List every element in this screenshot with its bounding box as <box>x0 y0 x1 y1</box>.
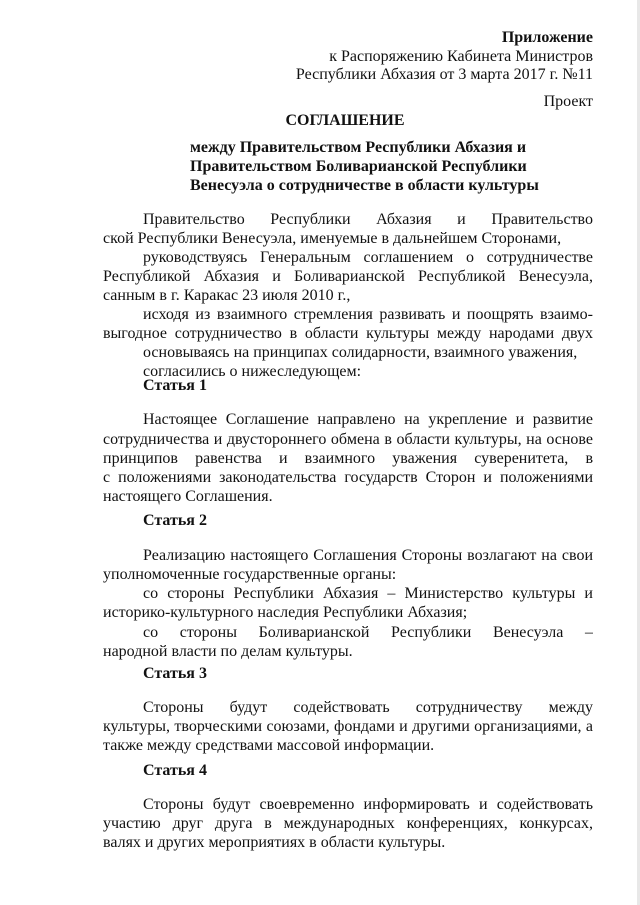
preamble-line: ской Республики Венесуэла, именуемые в дальнейшем Сторонами, <box>103 230 562 247</box>
article-2-line: уполномоченные государственные органы: <box>103 566 397 583</box>
preamble-line: Республикой Абхазия и Боливарианской Республикой Венесуэла, <box>103 268 593 285</box>
article-4-heading: Статья 4 <box>143 762 207 779</box>
article-2-line: со стороны Боливарианской Республики Венесуэла – <box>143 624 593 641</box>
article-2-heading: Статья 2 <box>143 512 207 529</box>
article-1-line: с положениями законодательства государств Сторон и положениями <box>103 469 593 486</box>
article-2-line: народной власти по делам культуры. <box>103 643 353 660</box>
preamble-line: исходя из взаимного стремления развивать и поощрять взаимо- <box>143 306 593 323</box>
article-4-line: участию друг друга в международных конференциях, конкурсах, <box>103 815 593 832</box>
appendix-reference-line1: к Распоряжению Кабинета Министров <box>329 48 593 65</box>
draft-label: Проект <box>543 93 593 110</box>
document-subtitle-line: Правительством Боливарианской Республики <box>190 158 527 175</box>
article-1-line: принципов равенства и взаимного уважения суверенитета, в <box>103 450 593 467</box>
appendix-reference-line2: Республики Абхазия от 3 марта 2017 г. №11 <box>295 66 593 83</box>
article-1-line: сотрудничества и двустороннего обмена в области культуры, на основе <box>103 431 593 448</box>
article-2-line: Реализацию настоящего Соглашения Стороны возлагают на свои <box>143 547 593 564</box>
article-3-line: культуры, творческими союзами, фондами и другими организациями, а <box>103 718 593 735</box>
article-1-heading: Статья 1 <box>143 377 207 394</box>
article-4-line: Стороны будут своевременно информировать и содействовать <box>143 796 593 813</box>
document-subtitle-line: между Правительством Республики Абхазия и <box>190 139 527 156</box>
document-subtitle-line: Венесуэла о сотрудничестве в области культуры <box>190 177 539 194</box>
article-1-line: настоящего Соглашения. <box>103 488 273 505</box>
preamble-line: согласились о нижеследующем: <box>143 363 362 380</box>
article-1-line: Настоящее Соглашение направлено на укрепление и развитие <box>143 411 593 428</box>
preamble-line: руководствуясь Генеральным соглашением о сотрудничестве <box>143 249 593 266</box>
article-3-line: также между средствами массовой информации. <box>103 737 435 754</box>
appendix-label: Приложение <box>501 29 593 46</box>
article-3-line: Стороны будут содействовать сотрудничеству между <box>143 699 593 716</box>
preamble-line: основываясь на принципах солидарности, взаимного уважения, <box>143 344 578 361</box>
article-2-line: со стороны Республики Абхазия – Министерство культуры и <box>143 585 593 602</box>
preamble-line: санным в г. Каракас 23 июля 2010 г., <box>103 287 351 304</box>
preamble-line: Правительство Республики Абхазия и Правительство <box>143 211 593 228</box>
article-2-line: историко-культурного наследия Республики Абхазия; <box>103 604 468 621</box>
article-4-line: валях и других мероприятиях в области культуры. <box>103 834 446 851</box>
article-3-heading: Статья 3 <box>143 665 207 682</box>
document-title: СОГЛАШЕНИЕ <box>285 112 405 129</box>
preamble-line: выгодное сотрудничество в области культуры между народами двух <box>103 325 593 342</box>
